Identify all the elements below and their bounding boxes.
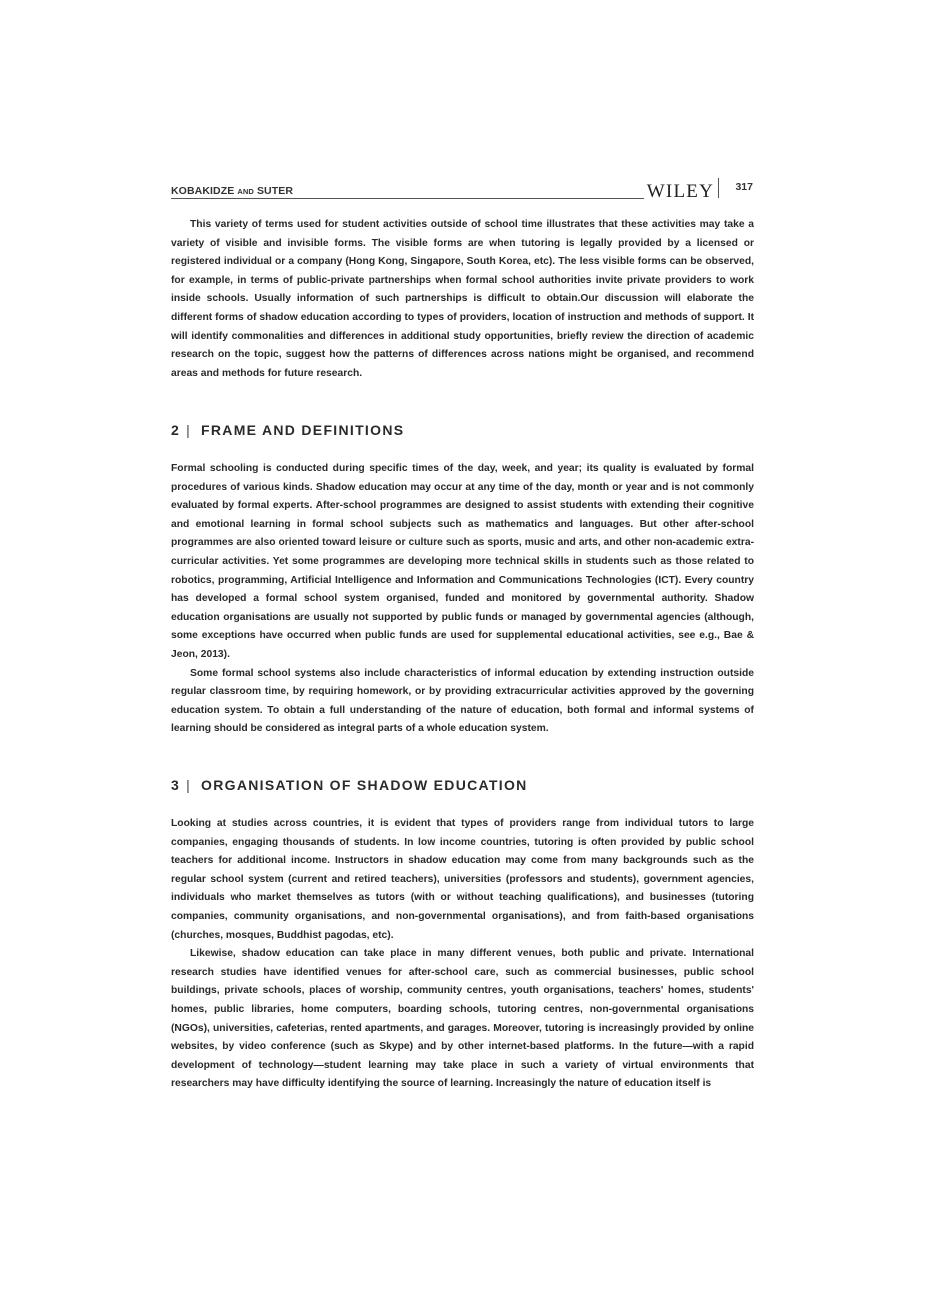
section-3-body [171,815,754,1094]
author-suter: SUTER [256,185,294,197]
section-2-paragraph-2: Some formal school systems also include characteristics of informal education by extending instruction outside regular classroom time, by requiring homework, or by providing extracurricular activities approved by the governing education system. To obtain a full understanding of the nature of education, both formal and informal systems of learning should be considered as integral parts of a whole education system. [171,667,754,735]
section-3-title: ORGANISATION OF SHADOW EDUCATION [201,777,528,793]
section-3-paragraph-2: Likewise, shadow education can take place in many different venues, both public and private. International research studies have identified venues for after-school care, such as commercial businesses, public school buildings, private schools, places of worship, community centres, youth organisations, teachers' homes, students' homes, public libraries, home computers, boarding schools, tutoring centres, non-governmental organisations (NGOs), universities, cafeterias, rented apartments, and garages. Moreover, tutoring is increasingly provided by online websites, by video conference (such as Skype) and by other internet-based platforms. In the future—with a rapid development of technology—student learning may take place in such a variety of virtual environments that researchers may have difficulty identifying the source of learning. Increasingly the nature of education itself is [171,948,754,1090]
author-kobakidze: KOBAKIDZE [171,185,235,197]
author-and: AND [237,187,254,196]
page-number: 317 [735,181,753,193]
section-3-heading [171,777,754,793]
section-2-paragraph-1: Formal schooling is conducted during specific times of the day, week, and year; its quality is evaluated by formal procedures of various kinds. Shadow education may occur at any time of the day, month or year and is not commonly evaluated by formal experts. After-school programmes are designed to assist students with extending their cognitive and emotional learning in formal school subjects such as mathematics and languages. But other after-school programmes are also oriented toward leisure or culture such as sports, music and arts, and other non-academic extra-curricular activities. Yet some programmes are developing more technical skills in students such as those related to robotics, programming, Artificial Intelligence and Information and Communications Technologies (ICT). Every country has developed a formal school system organised, funded and monitored by governmental authority. Shadow education organisations are usually not supported by public funds or managed by governmental agencies (although, some exceptions have occurred when public funds are used for supplemental educational activities, see e.g., Bae & Jeon, 2013). [171,463,754,660]
running-head-rule [171,198,712,199]
wiley-logo: WILEY [644,182,714,202]
section-2-separator: | [186,422,192,438]
section-2-heading [171,422,754,438]
running-head-authors [171,185,293,197]
section-2-body [171,460,754,739]
intro-block [171,216,754,383]
running-head [171,178,754,200]
section-2-title: FRAME AND DEFINITIONS [201,422,405,438]
section-3-number: 3 [171,777,181,793]
section-3-paragraph-1: Looking at studies across countries, it is evident that types of providers range from individual tutors to large companies, engaging thousands of students. In low income countries, tutoring is often provided by public school teachers for additional income. Instructors in shadow education may come from many backgrounds such as the regular school system (current and retired teachers), universities (professors and students), government agencies, individuals who market themselves as tutors (with or without teaching qualifications), and businesses (tutoring companies, community organisations, and non-governmental organisations), and from faith-based organisations (churches, mosques, Buddhist pagodas, etc). [171,818,754,941]
intro-paragraph: This variety of terms used for student activities outside of school time illustrates that these activities may take a variety of visible and invisible forms. The visible forms are when tutoring is legally provided by a licensed or registered individual or a company (Hong Kong, Singapore, South Korea, etc). The less visible forms can be observed, for example, in terms of public-private partnerships when formal school authorities invite private providers to work inside schools. Usually information of such partnerships is difficult to obtain.Our discussion will elaborate the different forms of shadow education according to types of providers, location of instruction and methods of support. It will identify commonalities and differences in additional study opportunities, briefly review the direction of academic research on the topic, suggest how the patterns of differences across nations might be organised, and recommend areas and methods for future research. [171,219,754,379]
section-3-separator: | [186,777,192,793]
running-head-divider [718,178,719,198]
section-2-number: 2 [171,422,181,438]
